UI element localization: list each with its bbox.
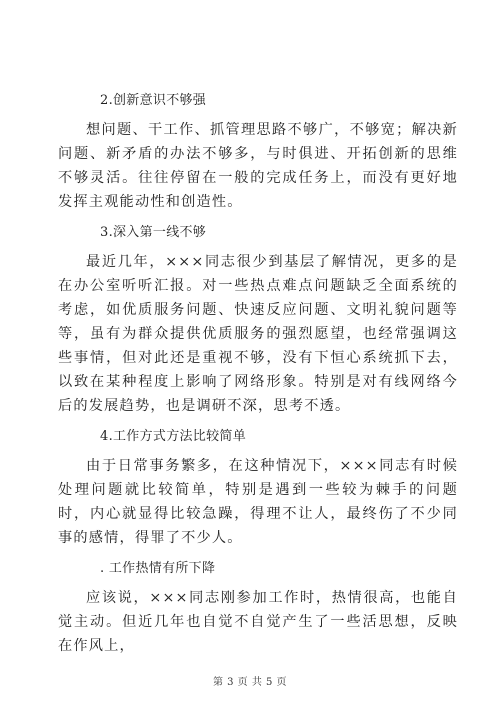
section-paragraph-innovation: 想问题、干工作、抓管理思路不够广，不够宽；解决新问题、新矛盾的办法不够多，与时俱进、开拓创新的思维不够灵活。往往停留在一般的完成任务上，而没有更好地发挥主观能动性和创造性。 <box>58 122 458 210</box>
section-paragraph-work-method: 由于日常事务繁多，在这种情况下，×××同志有时候处理问题就比较简单，特别是遇到一些较为棘手的问题时，内心就显得比较急躁，得理不让人，最终伤了不少同事的感情，得罪了不少人。 <box>58 458 458 546</box>
section-paragraph-frontline: 最近几年，×××同志很少到基层了解情况，更多的是在办公室听听汇报。对一些热点难点问题缺乏全面系统的考虑，如优质服务问题、快速反应问题、文明礼貌问题等等，虽有为群众提供优质服务的强烈愿望，也经常强调这些事情，但对此还是重视不够，没有下恒心系统抓下去，以致在某种程度上影响了网络形象。特别是对有线网络今后的发展趋势，也是调研不深，思考不透。 <box>58 254 458 414</box>
section-heading-innovation: 2.创新意识不够强 <box>100 93 207 108</box>
section-heading-frontline: 3.深入第一线不够 <box>100 225 207 240</box>
section-heading-work-method: 4.工作方式方法比较简单 <box>100 429 247 444</box>
section-heading-work-enthusiasm: . 工作热情有所下降 <box>100 561 216 576</box>
section-paragraph-work-enthusiasm: 应该说，×××同志刚参加工作时，热情很高，也能自觉主动。但近几年也自觉不自觉产生了一些活思想，反映在作风上， <box>58 590 458 654</box>
page-number-footer: 第 3 页 共 5 页 <box>212 677 288 688</box>
document-body <box>58 88 458 664</box>
